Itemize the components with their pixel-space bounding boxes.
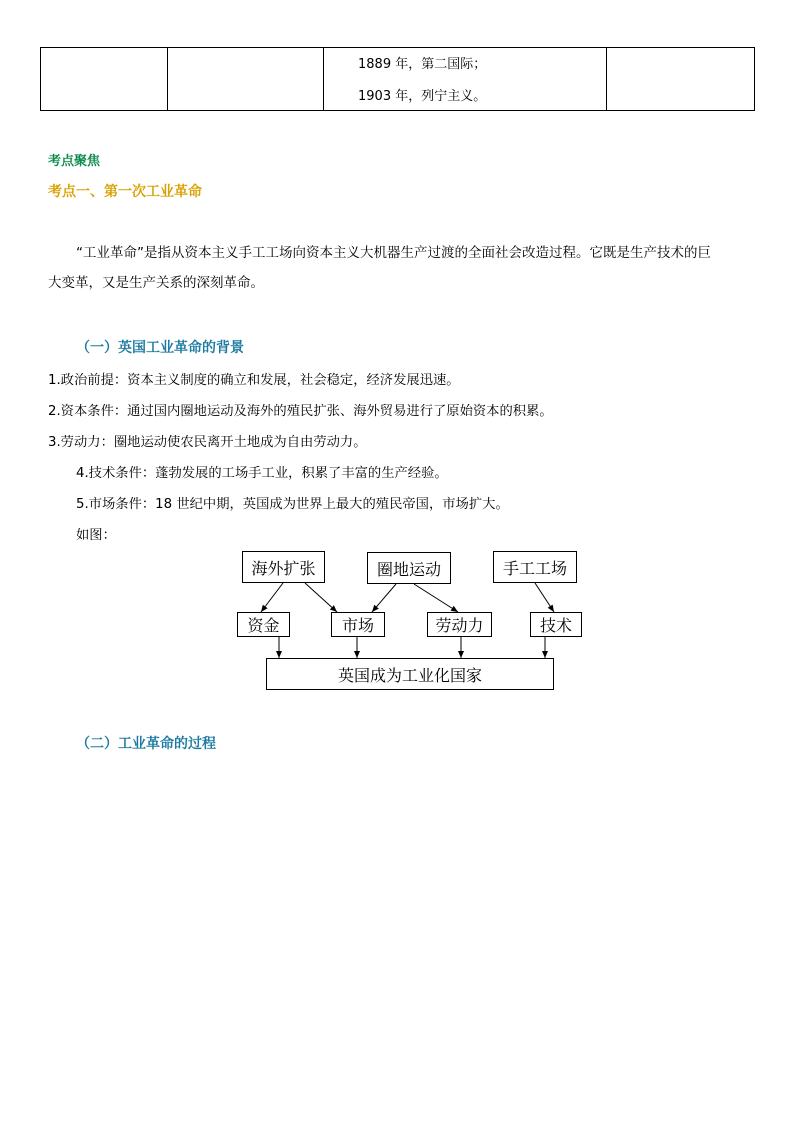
list-item: 2.资本条件：通过国内圈地运动及海外的殖民扩张、海外贸易进行了原始资本的积累。 <box>48 404 553 419</box>
table-cell <box>41 48 168 111</box>
intro-line-2: 大变革，又是生产关系的深刻革命。 <box>48 275 264 291</box>
arrow-enclosure-to-labor <box>414 584 458 612</box>
list-item: 4.技术条件：蓬勃发展的工场手工业，积累了丰富的生产经验。 <box>76 466 448 481</box>
table-line: 1889 年，第二国际； <box>358 57 487 72</box>
focus-heading: 考点聚焦 <box>48 154 101 169</box>
arrow-workshop-to-tech <box>535 583 554 612</box>
box-overseas-expansion: 海外扩张 <box>242 551 325 583</box>
arrow-overseas-to-capital <box>261 583 283 612</box>
list-item: 1.政治前提：资本主义制度的确立和发展，社会稳定，经济发展迅速。 <box>48 373 460 388</box>
box-handicraft-workshop: 手工工场 <box>493 551 577 583</box>
box-enclosure-movement: 圈地运动 <box>367 552 451 584</box>
arrow-enclosure-to-market <box>372 584 396 612</box>
box-industrial-nation: 英国成为工业化国家 <box>266 658 554 690</box>
list-item: 3.劳动力：圈地运动使农民离开土地成为自由劳动力。 <box>48 435 367 450</box>
intro-line-1: “工业革命”是指从资本主义手工工场向资本主义大机器生产过渡的全面社会改造过程。它既是生产技术的巨 <box>76 245 711 261</box>
sub2-heading: （二）工业革命的过程 <box>76 736 216 752</box>
sub1-heading: （一）英国工业革命的背景 <box>76 340 244 356</box>
box-labor: 劳动力 <box>427 612 492 637</box>
diagram-intro: 如图： <box>76 528 116 543</box>
table-cell <box>607 48 755 111</box>
box-market: 市场 <box>331 612 385 637</box>
table-cell <box>324 48 607 111</box>
table-line: 1903 年，列宁主义。 <box>358 89 487 104</box>
point1-heading: 考点一、第一次工业革命 <box>48 184 202 200</box>
continuation-table <box>40 47 755 111</box>
box-capital: 资金 <box>237 612 290 637</box>
table-cell <box>168 48 324 111</box>
arrow-overseas-to-market <box>305 583 337 612</box>
box-technology: 技术 <box>530 612 582 637</box>
list-item: 5.市场条件：18 世纪中期，英国成为世界上最大的殖民帝国，市场扩大。 <box>76 497 509 512</box>
